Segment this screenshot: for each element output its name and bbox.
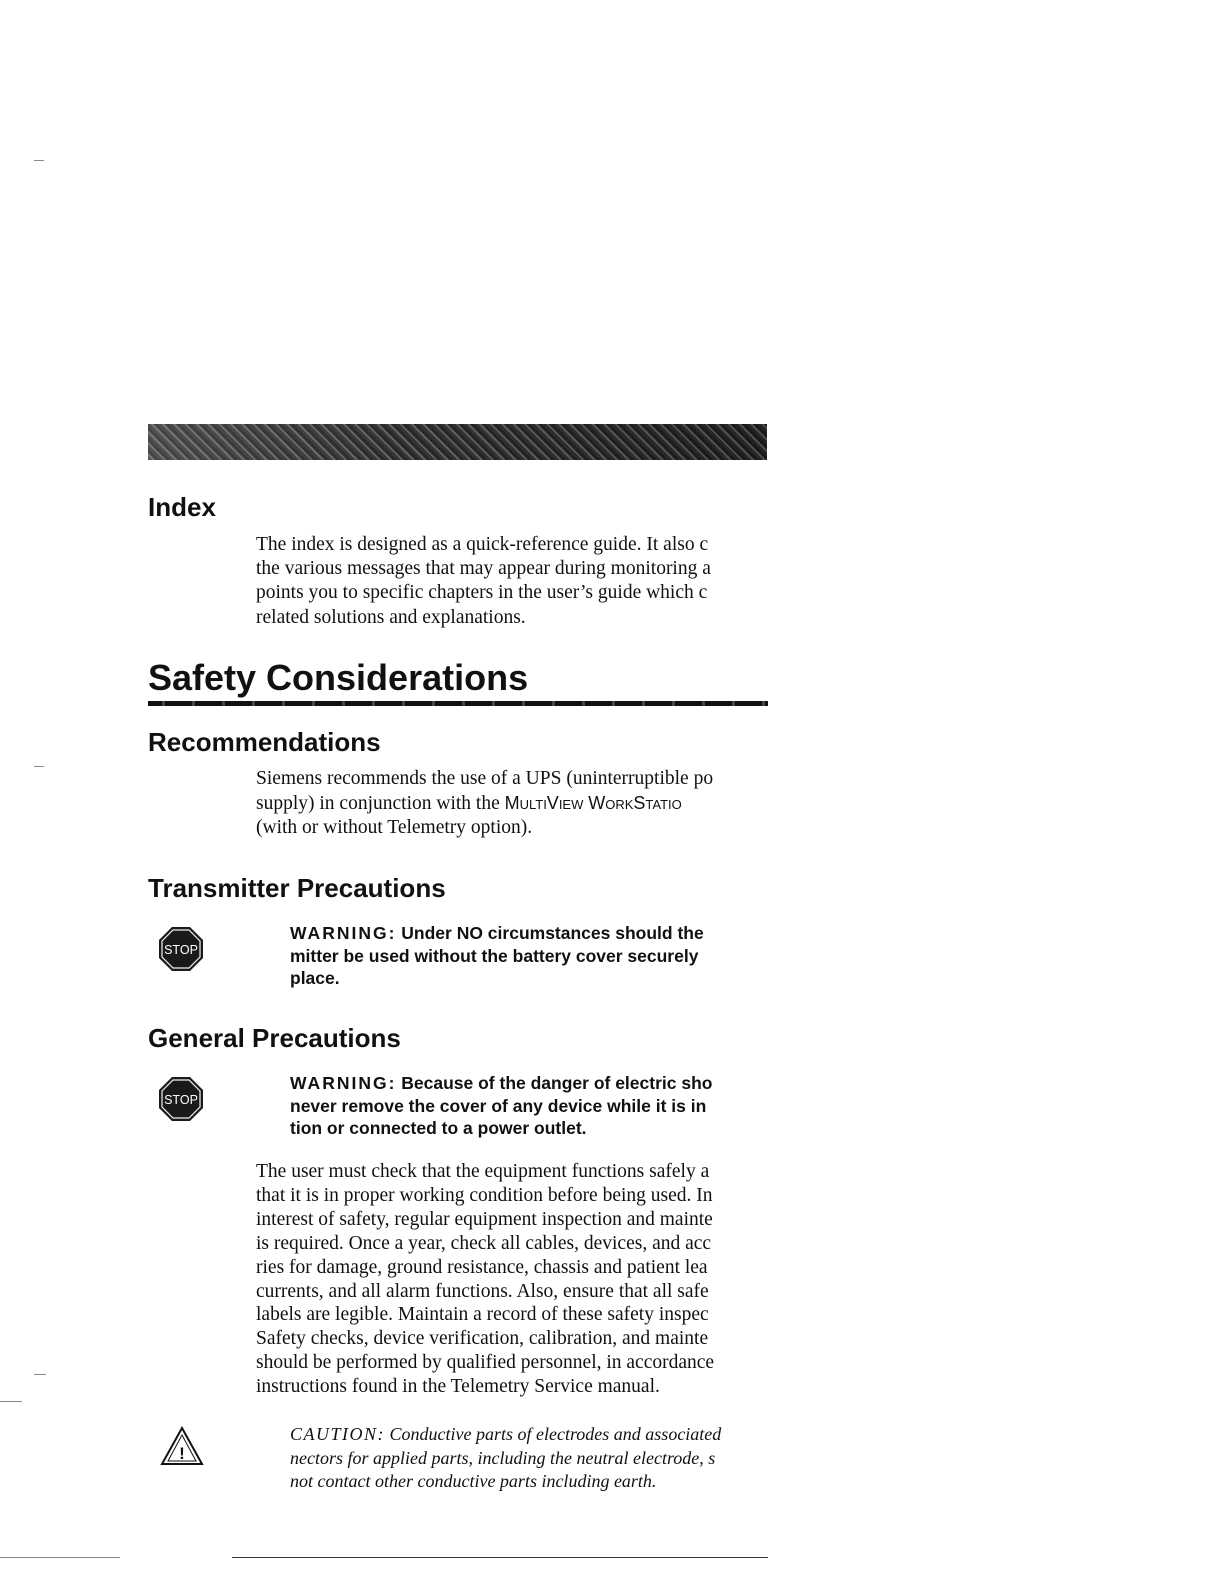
scan-mark bbox=[34, 766, 44, 767]
product-name-multiview: MultiView bbox=[504, 793, 584, 814]
transmitter-precautions-heading: Transmitter Precautions bbox=[148, 873, 446, 903]
warning-label: WARNING: bbox=[290, 923, 397, 943]
index-heading: Index bbox=[148, 492, 216, 522]
general-body-line: interest of safety, regular equipment inspection and mainte bbox=[256, 1208, 713, 1230]
stop-sign-text: STOP bbox=[164, 943, 198, 957]
caution-label: CAUTION: bbox=[290, 1424, 386, 1444]
general-body-line: The user must check that the equipment functions safely a bbox=[256, 1161, 710, 1182]
caution-triangle-icon bbox=[160, 1426, 204, 1466]
index-line: related solutions and explanations. bbox=[256, 606, 526, 628]
caution-line bbox=[290, 1423, 770, 1447]
general-body-line: should be performed by qualified personnel, in accordance bbox=[256, 1352, 715, 1374]
index-paragraph bbox=[256, 533, 776, 630]
caution-line: nectors for applied parts, including the neutral electrode, s bbox=[290, 1447, 716, 1468]
recommendations-heading: Recommendations bbox=[148, 727, 381, 757]
index-line: the various messages that may appear during monitoring a bbox=[256, 558, 711, 580]
index-line: The index is designed as a quick-reference guide. It also c bbox=[256, 534, 709, 555]
general-warning bbox=[290, 1072, 768, 1140]
transmitter-warning-line: place. bbox=[290, 968, 340, 988]
stop-sign-text: STOP bbox=[164, 1093, 198, 1107]
caution-text: Conductive parts of electrodes and associated bbox=[385, 1424, 722, 1444]
general-precautions-heading: General Precautions bbox=[148, 1023, 401, 1053]
caution-note bbox=[290, 1423, 770, 1494]
general-body-line: ries for damage, ground resistance, chassis and patient lea bbox=[256, 1256, 708, 1278]
general-body-line: currents, and all alarm functions. Also, ensure that all safe bbox=[256, 1280, 709, 1302]
general-warning-line bbox=[290, 1072, 768, 1095]
general-body-line: labels are legible. Maintain a record of these safety inspec bbox=[256, 1304, 709, 1326]
index-line: points you to specific chapters in the user’s guide which c bbox=[256, 582, 708, 604]
general-body-line: Safety checks, device verification, calibration, and mainte bbox=[256, 1328, 709, 1350]
transmitter-warning-line: mitter be used without the battery cover securely bbox=[290, 945, 699, 966]
caution-line: not contact other conductive parts including earth. bbox=[290, 1471, 657, 1491]
recommendations-line bbox=[256, 791, 776, 816]
general-warning-line: never remove the cover of any device while it is in bbox=[290, 1095, 707, 1116]
safety-considerations-title: Safety Considerations bbox=[148, 657, 529, 698]
caution-exclamation: ! bbox=[179, 1444, 185, 1463]
warning-label: WARNING: bbox=[290, 1073, 397, 1093]
scan-mark bbox=[0, 1401, 22, 1402]
product-name-workstation: WorkStatio bbox=[588, 793, 682, 814]
general-body-paragraph bbox=[256, 1160, 776, 1399]
scan-mark bbox=[34, 160, 44, 161]
general-body-line: instructions found in the Telemetry Service manual. bbox=[256, 1376, 660, 1398]
general-warning-line: tion or connected to a power outlet. bbox=[290, 1118, 587, 1138]
recommendations-line-prefix: supply) in conjunction with the bbox=[256, 793, 505, 815]
general-warning-text: Because of the danger of electric sho bbox=[396, 1073, 713, 1093]
scan-mark bbox=[0, 1557, 120, 1558]
title-rule bbox=[148, 701, 768, 706]
general-body-line: that it is in proper working condition before being used. In bbox=[256, 1184, 713, 1206]
recommendations-line: (with or without Telemetry option). bbox=[256, 817, 533, 839]
transmitter-warning-line bbox=[290, 922, 768, 945]
chapter-header-bar bbox=[148, 424, 767, 460]
footer-rule bbox=[232, 1557, 768, 1558]
recommendations-line: Siemens recommends the use of a UPS (uninterruptible po bbox=[256, 768, 714, 789]
transmitter-warning bbox=[290, 922, 768, 990]
stop-sign-icon bbox=[158, 926, 204, 972]
general-body-line: is required. Once a year, check all cables, devices, and acc bbox=[256, 1232, 712, 1254]
stop-sign-icon bbox=[158, 1076, 204, 1122]
transmitter-warning-text: Under NO circumstances should the bbox=[396, 923, 704, 943]
recommendations-paragraph bbox=[256, 767, 776, 841]
scan-mark bbox=[34, 1374, 46, 1375]
